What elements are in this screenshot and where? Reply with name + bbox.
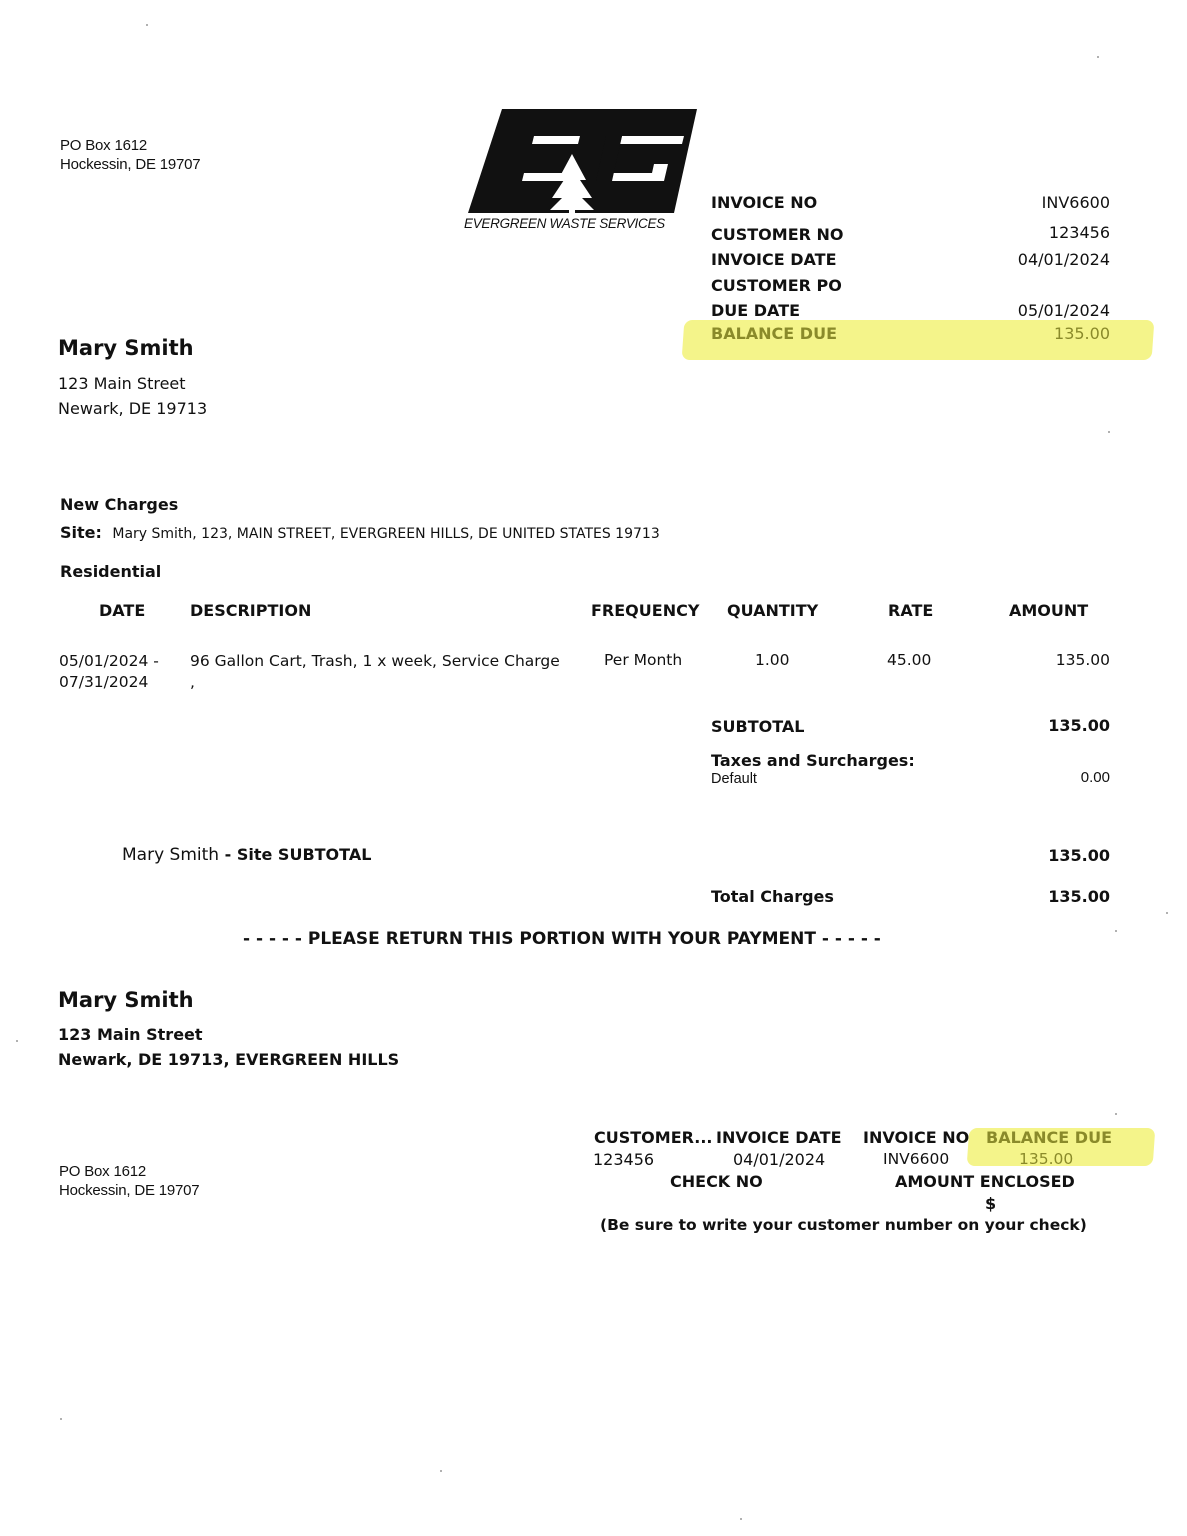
- eg-tree-logo-icon: [462, 106, 702, 216]
- remit-invoice-no-label: INVOICE NO: [863, 1128, 970, 1147]
- customer-po-label: CUSTOMER PO: [711, 276, 842, 295]
- scan-speck: [740, 1518, 742, 1520]
- customer-no-label: CUSTOMER NO: [711, 225, 844, 244]
- customer-no-value: 123456: [1048, 223, 1110, 242]
- sender-address: [60, 136, 200, 174]
- subtotal-label: SUBTOTAL: [711, 717, 805, 736]
- remit-invoice-no-value: INV6600: [883, 1150, 950, 1168]
- recipient-street: 123 Main Street: [58, 374, 186, 393]
- scan-speck: [1115, 1113, 1117, 1115]
- customer-number-note: (Be sure to write your customer number on your check): [600, 1216, 1087, 1234]
- remit-city: Newark, DE 19713, EVERGREEN HILLS: [58, 1050, 400, 1069]
- remit-invoice-date-label: INVOICE DATE: [716, 1128, 842, 1147]
- remit-sender-address: [59, 1162, 199, 1200]
- taxes-sub-label: Default: [711, 771, 757, 787]
- remit-balance-due-value: 135.00: [1019, 1150, 1074, 1168]
- col-header-amount: AMOUNT: [1009, 601, 1089, 620]
- logo-text: EVERGREEN WASTE SERVICES: [464, 216, 665, 231]
- total-charges-value: 135.00: [1048, 887, 1110, 906]
- invoice-no-value: INV6600: [1041, 193, 1110, 212]
- category-label: Residential: [60, 562, 162, 581]
- remit-customer-value: 123456: [593, 1150, 655, 1169]
- remit-address: [58, 1022, 399, 1072]
- remit-sender-line-1: PO Box 1612: [59, 1163, 147, 1180]
- col-header-rate: RATE: [888, 601, 934, 620]
- amount-enclosed-value: $: [985, 1194, 997, 1213]
- taxes-value: 0.00: [1080, 769, 1110, 786]
- recipient-city: Newark, DE 19713: [58, 399, 208, 418]
- remit-balance-due-label: BALANCE DUE: [986, 1128, 1112, 1147]
- new-charges-title: New Charges: [60, 495, 179, 514]
- due-date-value: 05/01/2024: [1017, 301, 1110, 320]
- scan-speck: [16, 1040, 18, 1042]
- scan-speck: [1166, 912, 1168, 914]
- sender-line-1: PO Box 1612: [60, 137, 148, 154]
- site-value: Mary Smith, 123, MAIN STREET, EVERGREEN HILLS, DE UNITED STATES 19713: [112, 526, 660, 542]
- row-quantity: 1.00: [755, 651, 790, 669]
- col-header-description: DESCRIPTION: [190, 601, 312, 620]
- row-description-line-1: 96 Gallon Cart, Trash, 1 x week, Service Charge: [190, 652, 560, 670]
- site-subtotal-line: [122, 845, 371, 865]
- row-amount: 135.00: [1055, 651, 1110, 669]
- invoice-date-label: INVOICE DATE: [711, 250, 837, 269]
- remit-invoice-date-value: 04/01/2024: [733, 1150, 826, 1169]
- col-header-date: DATE: [99, 601, 146, 620]
- recipient-name: Mary Smith: [58, 336, 194, 360]
- remit-name: Mary Smith: [58, 988, 194, 1012]
- scan-speck: [146, 24, 148, 26]
- check-no-label: CHECK NO: [670, 1172, 763, 1191]
- invoice-no-label: INVOICE NO: [711, 193, 818, 212]
- row-rate: 45.00: [887, 651, 932, 669]
- due-date-label: DUE DATE: [711, 301, 801, 320]
- site-line: [60, 523, 660, 543]
- site-subtotal-value: 135.00: [1048, 846, 1110, 865]
- row-date-start: 05/01/2024 -: [59, 652, 159, 670]
- scan-speck: [440, 1470, 442, 1472]
- remit-customer-label: CUSTOMER...: [594, 1128, 713, 1147]
- balance-due-label: BALANCE DUE: [711, 324, 837, 343]
- row-date-end: 07/31/2024: [59, 673, 149, 691]
- return-portion-notice: - - - - - PLEASE RETURN THIS PORTION WITH YOUR PAYMENT - - - - -: [243, 929, 881, 949]
- site-label: Site:: [60, 523, 102, 542]
- remit-street: 123 Main Street: [58, 1025, 203, 1044]
- subtotal-value: 135.00: [1048, 716, 1110, 735]
- invoice-date-value: 04/01/2024: [1017, 250, 1110, 269]
- recipient-address: [58, 371, 207, 421]
- sender-line-2: Hockessin, DE 19707: [60, 156, 201, 173]
- taxes-label: Taxes and Surcharges:: [711, 751, 915, 770]
- scan-speck: [60, 1418, 62, 1420]
- site-subtotal-label: - Site SUBTOTAL: [219, 845, 372, 864]
- row-description-line-2: ,: [190, 673, 195, 691]
- row-frequency: Per Month: [604, 651, 683, 669]
- col-header-quantity: QUANTITY: [727, 601, 819, 620]
- table-row-description: [190, 651, 560, 693]
- scan-speck: [1108, 431, 1110, 433]
- total-charges-label: Total Charges: [711, 887, 834, 906]
- site-subtotal-name: Mary Smith: [122, 845, 220, 865]
- table-row-date: [59, 651, 159, 693]
- col-header-frequency: FREQUENCY: [591, 601, 700, 620]
- amount-enclosed-label: AMOUNT ENCLOSED: [895, 1172, 1075, 1191]
- company-logo: [462, 106, 702, 236]
- scan-speck: [1097, 56, 1099, 58]
- balance-due-value: 135.00: [1054, 324, 1110, 343]
- remit-sender-line-2: Hockessin, DE 19707: [59, 1182, 200, 1199]
- scan-speck: [1115, 930, 1117, 932]
